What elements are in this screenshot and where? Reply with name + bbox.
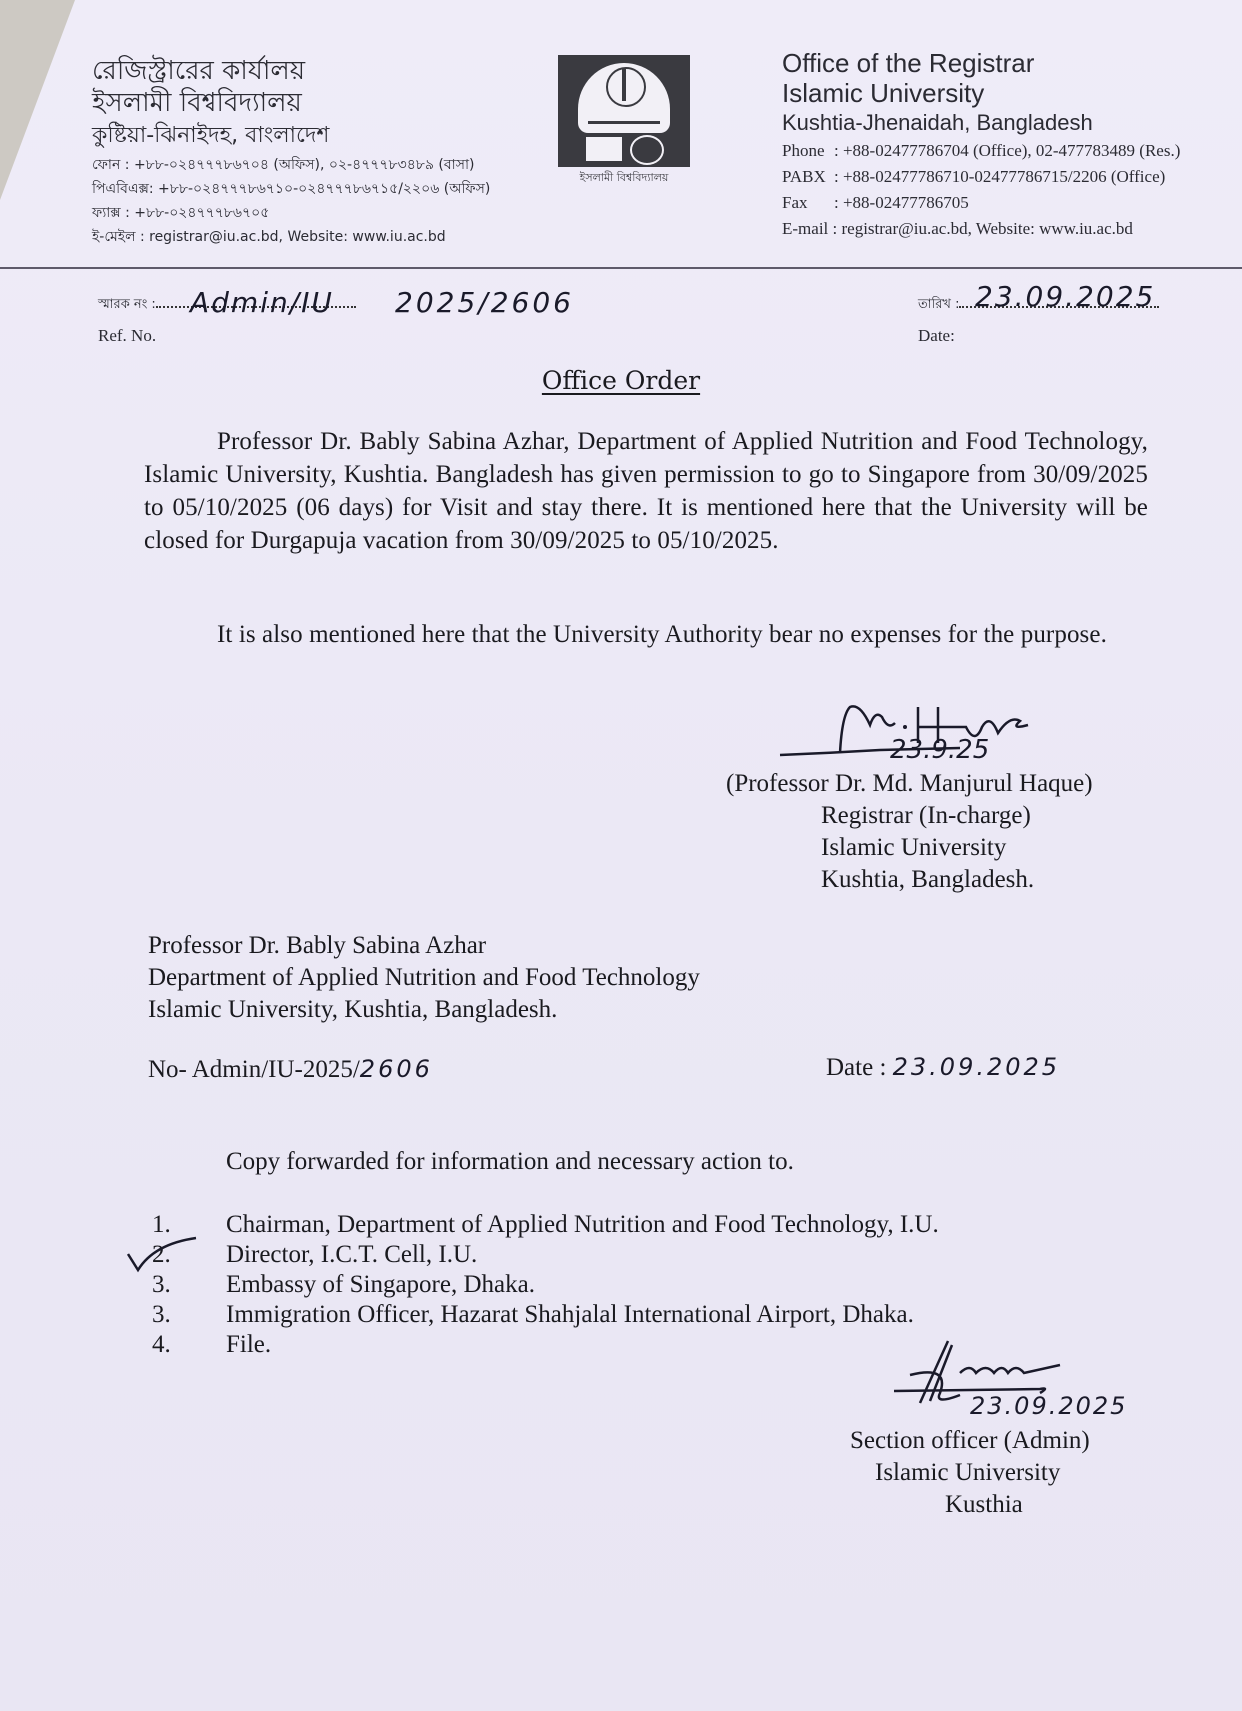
registrar-block: [726, 768, 1093, 896]
checkmark-icon: [124, 1234, 204, 1274]
logo-caption: ইসলামী বিশ্ববিদ্যালয়: [579, 171, 669, 184]
section-officer-location: Kusthia: [945, 1491, 1023, 1518]
en-pabx: PABX : +88-02477786710-02477786715/2206 (Office): [782, 167, 1166, 186]
recipient-address: Islamic University, Kushtia, Bangladesh.: [148, 996, 558, 1023]
ref-handwritten-number: 2025/2606: [395, 286, 574, 319]
date-label-bn: তারিখ :: [918, 297, 960, 312]
ref-handwritten-prefix: Admin/IU: [190, 286, 334, 319]
section-officer-block: [850, 1425, 1090, 1521]
bn-phone: ফোন : +৮৮-০২৪৭৭৭৮৬৭০৪ (অফিস), ০২-৪৭৭৭৮৩৪৮৯ (বাসা): [92, 157, 475, 173]
atom-icon: [630, 135, 664, 165]
logo-pen-icon: [622, 69, 626, 101]
university-logo: [558, 55, 694, 184]
list-item: 2. Director, I.C.T. Cell, I.U.: [152, 1241, 478, 1268]
bn-email: ই-মেইল : registrar@iu.ac.bd, Website: www.iu.ac.bd: [92, 229, 446, 245]
en-location: Kushtia-Jhenaidah, Bangladesh: [782, 110, 1093, 135]
registrar-name: (Professor Dr. Md. Manjurul Haque): [726, 770, 1093, 797]
memo-date-handwritten: 23.09.2025: [892, 1053, 1061, 1081]
date-label-en: Date:: [918, 326, 955, 345]
registrar-title: Registrar (In-charge): [821, 802, 1031, 829]
recipient-department: Department of Applied Nutrition and Food Technology: [148, 964, 700, 991]
section-officer-signed-date: 23.09.2025: [970, 1392, 1128, 1420]
registrar-signed-date: 23.9.25: [890, 735, 990, 765]
list-item: 3. Immigration Officer, Hazarat Shahjalal International Airport, Dhaka.: [152, 1301, 914, 1328]
bn-university-name: ইসলামী বিশ্ববিদ্যালয়: [92, 88, 302, 118]
section-officer-institution: Islamic University: [875, 1459, 1061, 1486]
list-item: 1. Chairman, Department of Applied Nutrition and Food Technology, I.U.: [152, 1211, 939, 1238]
recipient-name: Professor Dr. Bably Sabina Azhar: [148, 932, 487, 959]
ref-label-en: Ref. No.: [98, 326, 157, 345]
copy-forwarded-intro: Copy forwarded for information and necessary action to.: [226, 1148, 794, 1175]
memo-number: No- Admin/IU-2025/2606: [148, 1055, 433, 1083]
en-email: E-mail : registrar@iu.ac.bd, Website: www.iu.ac.bd: [782, 219, 1133, 238]
document-title: Office Order: [541, 366, 701, 395]
memo-number-handwritten: 2606: [359, 1055, 433, 1083]
logo-circle-icon: [606, 67, 646, 107]
en-fax: Fax : +88-02477786705: [782, 193, 969, 212]
body-paragraph-2: It is also mentioned here that the University Authority bear no expenses for the purpose.: [217, 621, 1107, 648]
bn-fax: ফ্যাক্স : +৮৮-০২৪৭৭৭৮৬৭০৫: [92, 205, 270, 221]
en-phone: Phone : +88-02477786704 (Office), 02-477783489 (Res.): [782, 141, 1181, 160]
registrar-institution: Islamic University: [821, 834, 1007, 861]
section-officer-title: Section officer (Admin): [850, 1427, 1090, 1454]
ref-label-bn: স্মারক নং :: [98, 297, 156, 312]
copy-recipient-list: [152, 1210, 939, 1360]
logo-calligraphy: [588, 107, 660, 124]
letterhead-english: [782, 48, 1180, 242]
date-handwritten: 23.09.2025: [975, 280, 1156, 313]
bn-office-name: রেজিস্ট্রারের কার্যালয়: [92, 56, 306, 86]
recipient-block: [148, 930, 700, 1026]
letterhead-bengali: [92, 55, 490, 249]
list-item: 3. Embassy of Singapore, Dhaka.: [152, 1271, 535, 1298]
body-paragraph-1: Professor Dr. Bably Sabina Azhar, Department of Applied Nutrition and Food Technology, Islamic University, Kushtia. Bangladesh has given permission to go to Singapore from 30/09/2025 to 05/10/2025 (06 days) for Visit and stay there. It is mentioned here that the University will be closed for Durgapuja vacation from 30/09/2025 to 05/10/2025.: [144, 428, 1148, 554]
open-book-icon: [586, 137, 622, 161]
en-office-name: Office of the Registrar: [782, 48, 1035, 78]
header-divider: [0, 267, 1242, 269]
bn-pabx: পিএবিএক্স: +৮৮-০২৪৭৭৭৮৬৭১০-০২৪৭৭৭৮৬৭১৫/২২০৬ (অফিস): [92, 181, 491, 197]
memo-date: Date : 23.09.2025: [826, 1053, 1061, 1081]
registrar-location: Kushtia, Bangladesh.: [821, 866, 1035, 893]
list-item: 4. File.: [152, 1331, 272, 1358]
bn-location: কুষ্টিয়া-ঝিনাইদহ, বাংলাদেশ: [92, 123, 330, 148]
logo-emblem: [558, 55, 690, 167]
folded-corner: [0, 0, 75, 200]
en-university-name: Islamic University: [782, 78, 985, 108]
